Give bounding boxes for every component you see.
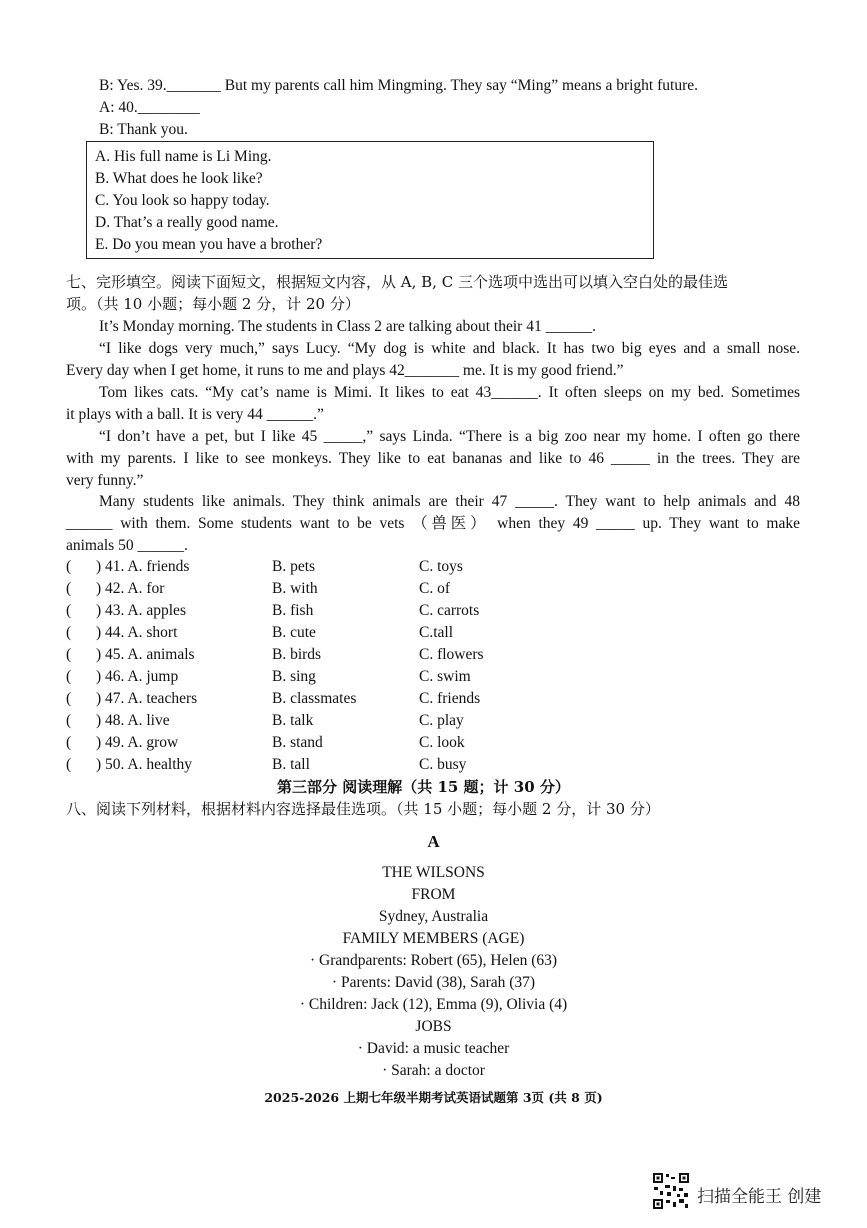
section8-heading: 八、阅读下列材料，根据材料内容选择最佳选项。（共 15 小题；每小题 2 分，计 30 分） xyxy=(66,800,660,818)
question-row-48 xyxy=(66,712,566,732)
passage-line: very funny.” xyxy=(66,472,144,489)
question-option-a: ) 47. A. teachers xyxy=(96,690,198,707)
answer-paren: ( xyxy=(66,690,72,707)
question-row-47 xyxy=(66,690,566,710)
answer-paren: ( xyxy=(66,580,72,597)
answer-paren: ( xyxy=(66,734,72,751)
question-row-50 xyxy=(66,756,566,776)
question-row-49 xyxy=(66,734,566,754)
question-row-43 xyxy=(66,602,566,622)
reading-a-line: FROM xyxy=(411,886,456,903)
passage-line: Many students like animals. They think animals are their 47 _____. They want to help animals and 48 xyxy=(99,493,800,510)
option-a: A. His full name is Li Ming. xyxy=(95,148,272,165)
question-option-b: B. tall xyxy=(272,756,310,773)
question-row-42 xyxy=(66,580,566,600)
passage-line: with my parents. I like to see monkeys. They like to eat bananas and like to 46 _____ in the trees. They are xyxy=(66,450,800,467)
question-option-c: C. of xyxy=(419,580,450,597)
dialogue-line-40: A: 40.________ xyxy=(99,99,200,116)
question-option-b: B. sing xyxy=(272,668,316,685)
reading-a-line: · Sarah: a doctor xyxy=(382,1062,485,1079)
passage-line: animals 50 ______. xyxy=(66,537,188,554)
reading-a-line: Sydney, Australia xyxy=(378,908,489,925)
question-option-c: C.tall xyxy=(419,624,454,641)
question-option-c: C. flowers xyxy=(419,646,484,663)
question-row-41 xyxy=(66,558,566,578)
scanner-watermark: 扫描全能王 创建 xyxy=(697,1187,822,1207)
passage-line: “I like dogs very much,” says Lucy. “My dog is white and black. It has two big eyes and a small nose. xyxy=(99,340,800,357)
answer-paren: ( xyxy=(66,756,72,773)
question-option-a: ) 41. A. friends xyxy=(96,558,190,575)
reading-a-letter: A xyxy=(427,832,440,851)
answer-paren: ( xyxy=(66,712,72,729)
answer-paren: ( xyxy=(66,668,72,685)
question-row-46 xyxy=(66,668,566,688)
dialogue-line-39: B: Yes. 39._______ But my parents call him Mingming. They say “Ming” means a bright future. xyxy=(99,77,698,94)
qr-code-icon xyxy=(652,1172,690,1210)
question-option-a: ) 45. A. animals xyxy=(96,646,195,663)
question-option-a: ) 43. A. apples xyxy=(96,602,186,619)
question-option-b: B. talk xyxy=(272,712,314,729)
passage-line: Every day when I get home, it runs to me and plays 42_______ me. It is my good friend.” xyxy=(66,362,624,379)
passage-line: ______ with them. Some students want to be vets （兽医） when they 49 _____ up. They want to make xyxy=(66,515,800,532)
question-option-a: ) 48. A. live xyxy=(96,712,170,729)
answer-paren: ( xyxy=(66,624,72,641)
answer-paren: ( xyxy=(66,602,72,619)
dialogue-options-box xyxy=(86,141,654,259)
question-option-c: C. busy xyxy=(419,756,467,773)
reading-a-line: JOBS xyxy=(415,1018,452,1035)
question-option-b: B. pets xyxy=(272,558,316,575)
option-e: E. Do you mean you have a brother? xyxy=(95,236,323,253)
question-option-a: ) 44. A. short xyxy=(96,624,178,641)
passage-line: “I don’t have a pet, but I like 45 _____,” says Linda. “There is a big zoo near my home. I often go there xyxy=(99,428,800,445)
question-option-c: C. toys xyxy=(419,558,463,575)
passage-line: Tom likes cats. “My cat’s name is Mimi. It likes to eat 43______. It often sleeps on my bed. Sometimes xyxy=(99,384,800,401)
option-d: D. That’s a really good name. xyxy=(95,214,279,231)
question-option-a: ) 49. A. grow xyxy=(96,734,179,751)
question-option-a: ) 50. A. healthy xyxy=(96,756,192,773)
question-option-c: C. swim xyxy=(419,668,471,685)
reading-a-line: · Grandparents: Robert (65), Helen (63) xyxy=(309,952,558,969)
question-option-c: C. carrots xyxy=(419,602,480,619)
section7-heading-line2: 项。（共 10 小题；每小题 2 分，计 20 分） xyxy=(66,295,360,313)
part3-title: 第三部分 阅读理解（共 15 题；计 30 分） xyxy=(277,778,570,796)
page-footer: 2025-2026 上期七年级半期考试英语试题第 3页 (共 8 页) xyxy=(264,1090,603,1105)
reading-a-line: FAMILY MEMBERS (AGE) xyxy=(342,930,525,947)
question-row-44 xyxy=(66,624,566,644)
question-option-b: B. with xyxy=(272,580,318,597)
answer-paren: ( xyxy=(66,558,72,575)
question-option-b: B. stand xyxy=(272,734,323,751)
question-option-c: C. play xyxy=(419,712,464,729)
question-option-c: C. friends xyxy=(419,690,481,707)
option-c: C. You look so happy today. xyxy=(95,192,270,209)
reading-a-line: · Parents: David (38), Sarah (37) xyxy=(331,974,536,991)
answer-paren: ( xyxy=(66,646,72,663)
question-option-c: C. look xyxy=(419,734,465,751)
question-option-a: ) 42. A. for xyxy=(96,580,165,597)
section7-heading-line1: 七、完形填空。阅读下面短文，根据短文内容，从 A, B, C 三个选项中选出可以填入空白处的最佳选 xyxy=(66,273,728,291)
reading-a-line: THE WILSONS xyxy=(382,864,485,881)
passage-line: It’s Monday morning. The students in Class 2 are talking about their 41 ______. xyxy=(99,318,596,335)
reading-a-line: · Children: Jack (12), Emma (9), Olivia (4) xyxy=(299,996,568,1013)
question-option-b: B. fish xyxy=(272,602,314,619)
passage-line: it plays with a ball. It is very 44 ______.” xyxy=(66,406,324,423)
question-option-b: B. birds xyxy=(272,646,322,663)
question-option-a: ) 46. A. jump xyxy=(96,668,179,685)
option-b: B. What does he look like? xyxy=(95,170,263,187)
reading-a-line: · David: a music teacher xyxy=(357,1040,510,1057)
dialogue-line-thanks: B: Thank you. xyxy=(99,121,188,138)
question-option-b: B. classmates xyxy=(272,690,357,707)
question-row-45 xyxy=(66,646,566,666)
question-option-b: B. cute xyxy=(272,624,316,641)
